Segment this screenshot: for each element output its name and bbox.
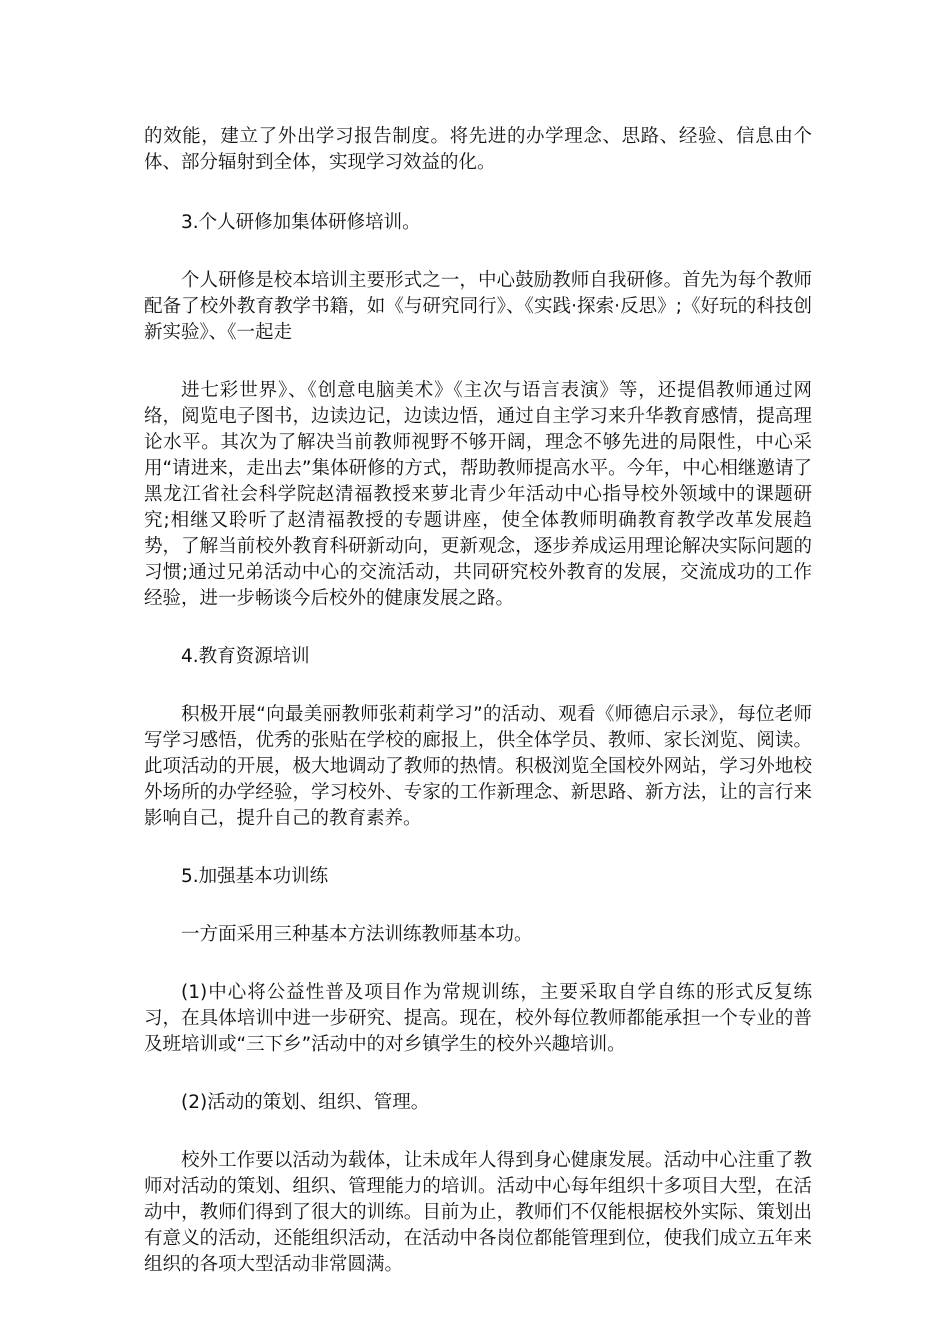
paragraph-methods-intro: 一方面采用三种基本方法训练教师基本功。 bbox=[181, 924, 533, 945]
section-heading-3: 3.个人研修加集体研修培训。 bbox=[181, 212, 421, 233]
paragraph-personal-study: 个人研修是校本培训主要形式之一，中心鼓励教师自我研修。首先为每个教师配备了校外教育教学书籍，如《与研究同行》、《实践·探索·反思》;《好玩的科技创新实验》、《一起走 bbox=[144, 270, 812, 343]
paragraph-education-resources: 积极开展“向最美丽教师张莉莉学习”的活动、观看《师德启示录》，每位老师写学习感悟，优秀的张贴在学校的廊报上，供全体学员、教师、家长浏览、阅读。此项活动的开展，极大地调动了教师的热情。积极浏览全国校外网站，学习外地校外场所的办学经验，学习校外、专家的工作新理念、新思路、新方法，让的言行来影响自己，提升自己的教育素养。 bbox=[144, 704, 812, 829]
paragraph-intro-continuation: 的效能，建立了外出学习报告制度。将先进的办学理念、思路、经验、信息由个体、部分辐射到全体，实现学习效益的化。 bbox=[144, 126, 812, 173]
document-body bbox=[144, 124, 812, 1310]
section-heading-4: 4.教育资源培训 bbox=[181, 646, 310, 667]
paragraph-collective-study: 进七彩世界》、《创意电脑美术》《主次与语言表演》等，还提倡教师通过网络，阅览电子图书，边读边记，边读边悟，通过自主学习来升华教育感情，提高理论水平。其次为了解决当前教师视野不够开阔，理念不够先进的局限性，中心采用“请进来，走出去”集体研修的方式，帮助教师提高水平。今年，中心相继邀请了黑龙江省社会科学院赵清福教授来萝北青少年活动中心指导校外领域中的课题研究;相继又聆听了赵清福教授的专题讲座，使全体教师明确教育教学改革发展趋势，了解当前校外教育科研新动向，更新观念，逐步养成运用理论解决实际问题的习惯;通过兄弟活动中心的交流活动，共同研究校外教育的发展，交流成功的工作经验，进一步畅谈今后校外的健康发展之路。 bbox=[144, 380, 812, 609]
paragraph-method-1: (1)中心将公益性普及项目作为常规训练，主要采取自学自练的形式反复练习，在具体培训中进一步研究、提高。现在，校外每位教师都能承担一个专业的普及班培训或“三下乡”活动中的对乡镇学生的校外兴趣培训。 bbox=[144, 982, 812, 1055]
paragraph-activity-training: 校外工作要以活动为载体，让未成年人得到身心健康发展。活动中心注重了教师对活动的策划、组织、管理能力的培训。活动中心每年组织十多项目大型，在活动中，教师们得到了很大的训练。目前为止，教师们不仅能根据校外实际、策划出有意义的活动，还能组织活动，在活动中各岗位都能管理到位，使我们成立五年来组织的各项大型活动非常圆满。 bbox=[144, 1150, 812, 1275]
section-heading-5: 5.加强基本功训练 bbox=[181, 866, 329, 887]
paragraph-method-2-title: (2)活动的策划、组织、管理。 bbox=[181, 1092, 430, 1113]
